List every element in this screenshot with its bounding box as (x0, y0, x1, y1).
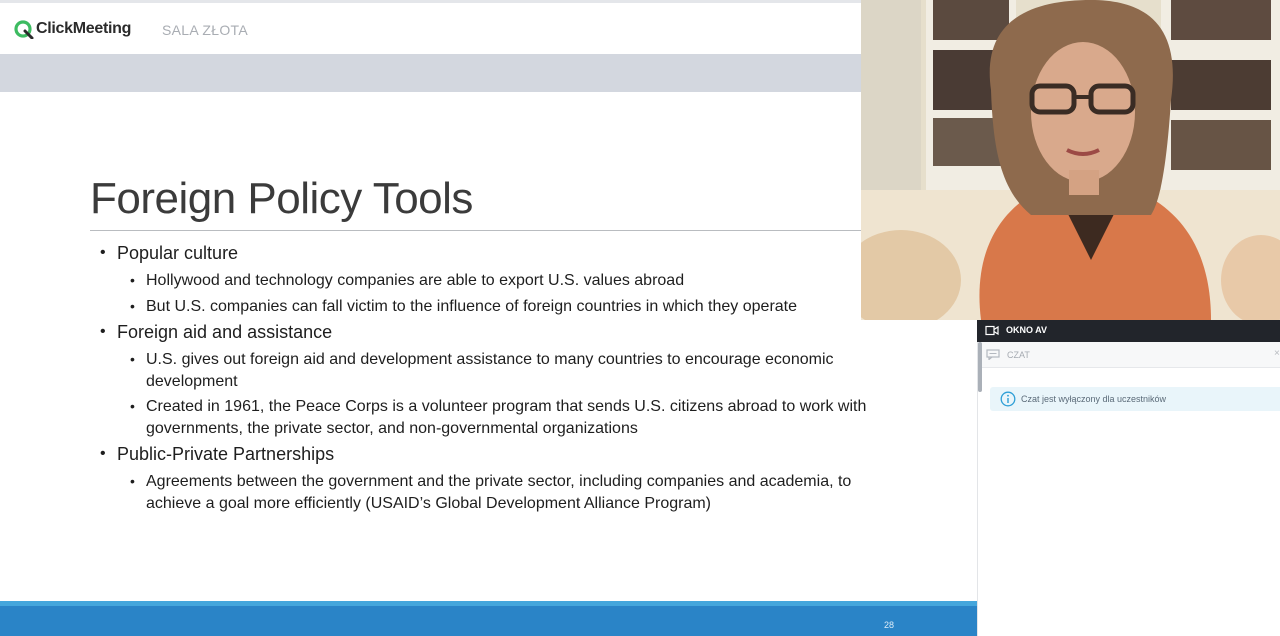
slide-title: Foreign Policy Tools (90, 174, 473, 223)
scrollbar-thumb[interactable] (978, 342, 982, 392)
chat-disabled-text: Czat jest wyłączony dla uczestników (1021, 394, 1167, 404)
av-panel-header[interactable] (977, 320, 1280, 342)
slide-page-number: 28 (884, 620, 895, 630)
slide-bullet-list (100, 242, 900, 518)
sub-bullet-item: • Hollywood and technology companies are able to export U.S. values abroad (130, 270, 900, 292)
sub-bullet-item: • But U.S. companies can fall victim to the influence of foreign countries in which they operate (130, 296, 900, 318)
chat-disabled-notice (990, 387, 1280, 411)
sub-bullet-item: • Agreements between the government and the private sector, including companies and academia, to achieve a goal more efficiently (USAID’s Global Development Alliance Program) (130, 471, 900, 514)
camera-icon (985, 325, 999, 336)
bullet-item: • Popular culture (100, 242, 900, 264)
chat-panel (977, 342, 1280, 636)
bullet-item: • Foreign aid and assistance (100, 321, 900, 343)
brand-name: ClickMeeting (36, 20, 132, 37)
presenter-video-image (861, 0, 1280, 320)
av-panel-label: OKNO AV (1006, 325, 1048, 335)
room-name: SALA ZŁOTA (162, 22, 248, 38)
presenter-video[interactable] (861, 0, 1280, 320)
chat-tab-label: CZAT (1007, 350, 1030, 360)
slide-header-band (0, 54, 862, 92)
sub-bullet-item: • Created in 1961, the Peace Corps is a volunteer program that sends U.S. citizens abroad to work with governments, the private sector, and non-governmental organizations (130, 396, 900, 439)
info-icon (1000, 391, 1016, 407)
slide-footer (0, 601, 977, 636)
sub-bullet-item: • U.S. gives out foreign aid and development assistance to many countries to encourage economic development (130, 349, 900, 392)
presentation-slide (0, 92, 977, 601)
clickmeeting-logo[interactable] (14, 19, 131, 39)
bullet-item: • Public-Private Partnerships (100, 443, 900, 465)
clickmeeting-logo-icon (14, 19, 34, 39)
top-bar (0, 0, 862, 54)
close-icon[interactable]: × (1274, 348, 1280, 359)
chat-tab[interactable] (978, 342, 1280, 368)
title-divider (90, 230, 862, 231)
chat-icon (986, 349, 1000, 360)
